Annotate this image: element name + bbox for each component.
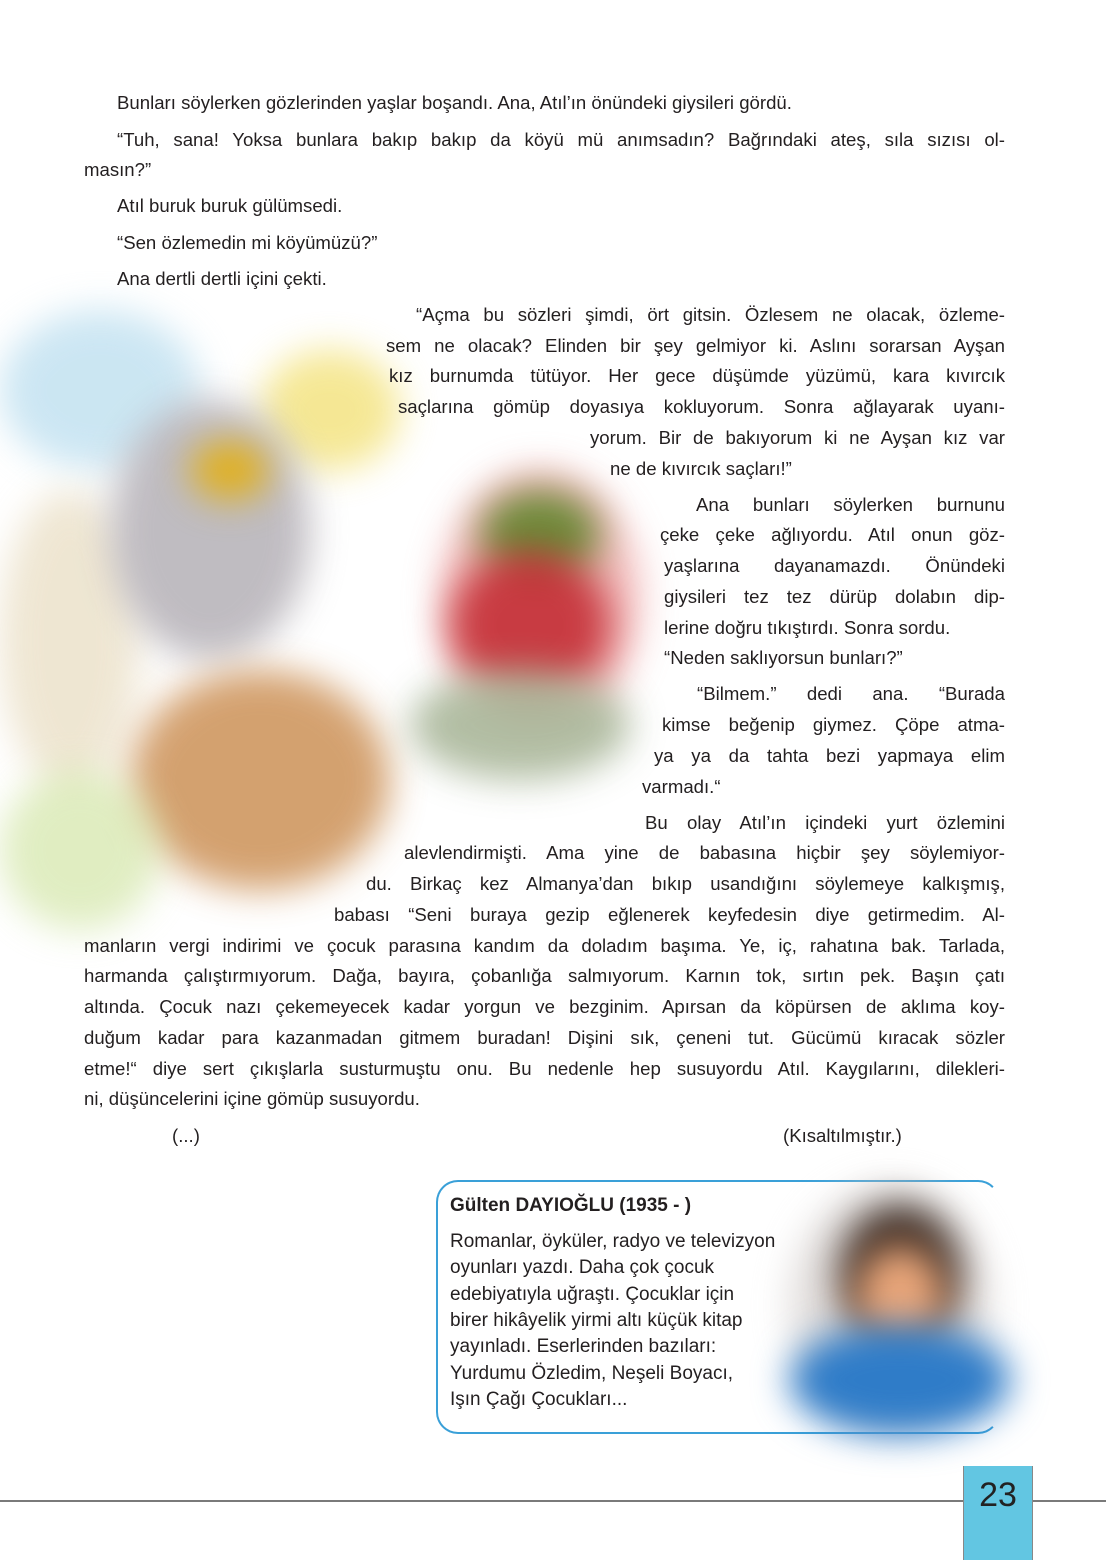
- story-line: sem ne olacak? Elinden bir şey gelmiyor ki. Aslını sorarsan Ayşan: [386, 335, 1005, 356]
- story-line: ne de kıvırcık saçları!”: [610, 458, 792, 479]
- story-line: yorum. Bir de bakıyorum ki ne Ayşan kız var: [590, 427, 1005, 448]
- story-line: alevlendirmişti. Ama yine de babasına hiçbir şey söylemiyor-: [404, 842, 1005, 863]
- author-bio-line: birer hikâyelik yirmi altı küçük kitap: [450, 1309, 743, 1331]
- ellipsis: (...): [172, 1125, 200, 1146]
- story-line: duğum kadar para kazanmadan gitmem buradan! Dişini sık, çeneni tut. Gücümü kıracak sözler: [84, 1027, 1005, 1048]
- story-line: kimse beğenip giymez. Çöpe atma-: [662, 714, 1005, 735]
- footer-divider: [0, 1500, 1106, 1502]
- author-bio-line: Romanlar, öyküler, radyo ve televizyon: [450, 1231, 776, 1252]
- story-line: ya ya da tahta bezi yapmaya elim: [654, 745, 1005, 766]
- story-line: manların vergi indirimi ve çocuk parasına kandım da doladım başıma. Ye, iç, rahatına bak. Tarlada,: [84, 935, 1005, 956]
- story-line: “Açma bu sözleri şimdi, ört gitsin. Özlesem ne olacak, özleme-: [416, 304, 1005, 325]
- story-line: du. Birkaç kez Almanya’dan bıkıp usandığını söylemeye kalkışmış,: [366, 873, 1005, 894]
- story-line: “Neden saklıyorsun bunları?”: [664, 647, 903, 668]
- page-number: 23: [979, 1476, 1017, 1514]
- story-line: varmadı.“: [642, 776, 721, 797]
- story-line: Ana dertli dertli içini çekti.: [117, 268, 327, 289]
- story-line: Bu olay Atıl’ın içindeki yurt özlemini: [645, 812, 1005, 833]
- author-bio-line: edebiyatıyla uğraştı. Çocuklar için: [450, 1283, 735, 1305]
- story-line: “Tuh, sana! Yoksa bunlara bakıp bakıp da köyü mü anımsadın? Bağrındaki ateş, sıla sızısı ol-: [117, 129, 1005, 150]
- abridged-note: (Kısaltılmıştır.): [783, 1125, 902, 1146]
- author-bio-line: oyunları yazdı. Daha çok çocuk: [450, 1257, 715, 1279]
- author-portrait: [770, 1185, 1010, 1435]
- story-line: altında. Çocuk nazı çekemeyecek kadar yorgun ve bezginim. Apırsan da köpürsen de aklıma koy-: [84, 996, 1005, 1017]
- author-bio-line: Yurdumu Özledim, Neşeli Boyacı,: [450, 1362, 734, 1384]
- story-line: Bunları söylerken gözlerinden yaşlar boşandı. Ana, Atıl’ın önündeki giysileri gördü.: [117, 92, 792, 113]
- story-line: harmanda çalıştırmıyorum. Dağa, bayıra, çobanlığa salmıyorum. Karnın tok, sırtın pek. Başın çatı: [84, 965, 1005, 986]
- story-line: ni, düşüncelerini içine gömüp susuyordu.: [84, 1088, 420, 1109]
- author-bio-line: Işın Çağı Çocukları...: [450, 1388, 628, 1410]
- story-line: “Bilmem.” dedi ana. “Burada: [697, 683, 1005, 704]
- story-line: etme!“ diye sert çıkışlarla susturmuştu onu. Bu nedenle hep susuyordu Atıl. Kaygılarını, dilekleri-: [84, 1058, 1005, 1079]
- story-line: masın?”: [84, 159, 152, 180]
- author-bio-line: yayınladı. Eserlerinden bazıları:: [450, 1336, 717, 1358]
- story-line: kız burnumda tütüyor. Her gece düşümde yüzümü, kara kıvırcık: [389, 365, 1005, 386]
- story-line: saçlarına gömüp doyasıya kokluyorum. Sonra ağlayarak uyanı-: [398, 396, 1005, 417]
- story-line: babası “Seni buraya gezip eğlenerek keyfedesin diye getirmedim. Al-: [334, 904, 1005, 925]
- story-line: lerine doğru tıkıştırdı. Sonra sordu.: [664, 617, 951, 638]
- story-line: “Sen özlemedin mi köyümüzü?”: [117, 232, 378, 253]
- author-name: Gülten DAYIOĞLU (1935 - ): [450, 1195, 692, 1216]
- story-line: giysileri tez tez dürüp dolabın dip-: [664, 586, 1005, 607]
- story-line: Atıl buruk buruk gülümsedi.: [117, 195, 343, 216]
- story-line: yaşlarına dayanamazdı. Önündeki: [664, 555, 1005, 576]
- story-line: Ana bunları söylerken burnunu: [696, 494, 1005, 515]
- story-line: çeke çeke ağlıyordu. Atıl onun göz-: [660, 524, 1005, 545]
